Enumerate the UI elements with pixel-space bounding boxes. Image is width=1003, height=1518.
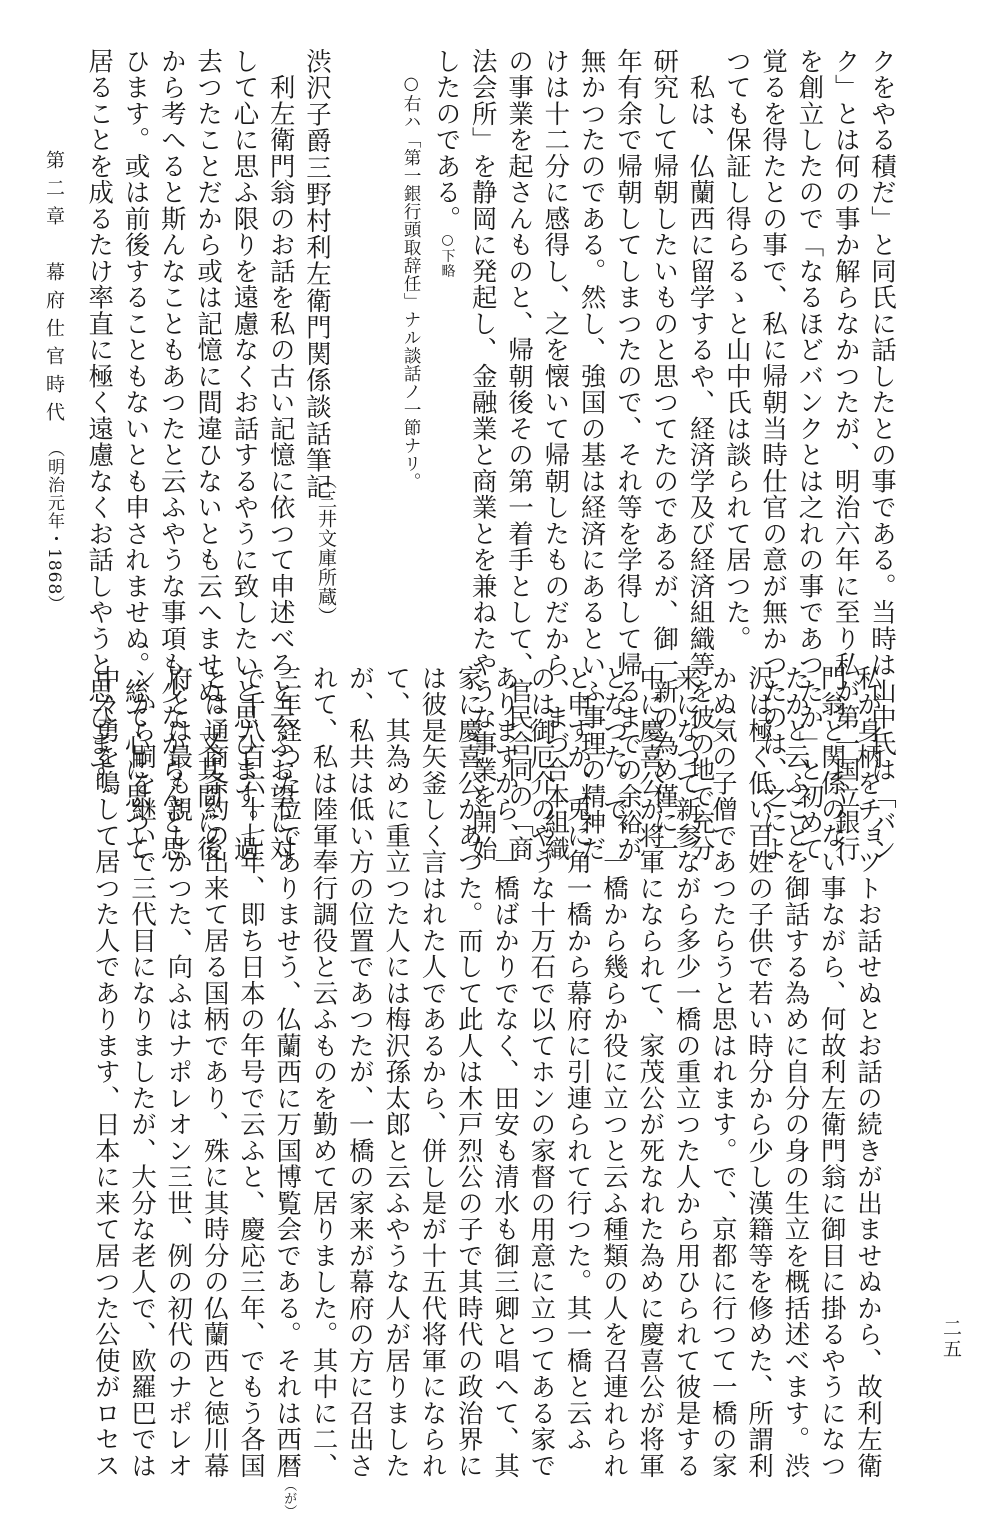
text-column: から考へると斯んなこともあつたと云ふやうな事項も少なからんと思 (157, 48, 188, 862)
text-column: 沢は極く低い百姓の子供で若い時分から少し漢籍等を修めた、所謂利 (745, 665, 776, 1479)
chapter-title: 幕府仕官時代 (43, 262, 65, 430)
text-column-content: したのである。 (432, 48, 463, 232)
ruby-annotation: （が） (281, 1478, 297, 1518)
text-column: 年有余で帰朝してしまつたので、それ等を学得して帰るまでの余裕が (613, 48, 644, 862)
running-header (42, 150, 66, 613)
text-column: 中々勇を鳴して居つた人であります、日本に来て居つた公使がロセス (91, 665, 122, 1479)
text-column: で千八百六十七年、即ち日本の年号で云ふと、慶応三年、でもう各国 (236, 665, 267, 1479)
heading-section (85, 48, 336, 862)
text-column: ひます。或は前後することもないとも申されませぬ。総て心に思つて (121, 48, 152, 862)
text-column (429, 48, 465, 606)
text-column: て、其為めに重立つた人には梅沢孫太郎と云ふやうな人が居りました (382, 665, 413, 1479)
text-column: 門翁と関係のない事ながら、何故利左衛門翁に御目に掛るやうになつ (817, 665, 848, 1479)
editorial-note (393, 48, 429, 606)
text-column: 家に慶喜公があつた。而して此人は木戸烈公の子で其時代の政治界に (454, 665, 485, 1479)
section-source-block (315, 470, 344, 626)
text-column: 私が身柄をチョツトお話せぬとお話の続きが出ませぬから、故利左衛 (854, 665, 884, 1479)
text-column: たかと云ふことを御話する為めに自分の身の生立を概括述べます。渋 (781, 665, 812, 1479)
text-column: かぬ気の子僧であつたらうと思はれます。で、京都に行つて一橋の家 (708, 665, 739, 1479)
text-column: のは御厄介のやうな十万石で以てホンの家督の用意に立つてある家で (527, 665, 558, 1479)
text-column: は彼是矢釜しく言はれた人であるから、併し是が十五代将軍になられ (418, 665, 449, 1479)
text-column: けは十二分に感得し、之を懐いて帰朝したものだから、まづ合本組織 (541, 48, 572, 862)
chapter-label: 第二章 (43, 150, 65, 234)
text-column: と申すか、兎に角一橋から幕府に引連られて行つた。其一橋と云ふ (563, 665, 594, 1453)
text-column: ンから嗣を継いで三代目になりましたが、大分な老人で、欧羅巴では (128, 665, 159, 1479)
text-column: クをやる積だ」と同氏に話したとの事である。当時は山中氏は「バン (868, 48, 898, 862)
text-column: して心に思ふ限りを遠慮なくお話するやうに致したいと思ひます。過 (230, 48, 261, 862)
editorial-note-text: ○右ハ「第一銀行頭取辞任」ナル談話ノ一節ナリ。 (401, 74, 422, 491)
text-column: ク」とは何の事か解らなかつたが、明治六年に至り私が第一国立銀行 (831, 48, 862, 862)
text-column-content: 三年経つた位でありませう、仏蘭西に万国博覧会である。それは西暦 (273, 665, 304, 1479)
text-column: 私は、仏蘭西に留学するや、経済学及び経済組織等を彼の地で充分 (686, 48, 717, 862)
text-column: の事業を起さんものと、帰朝後その第一着手として、官民合同の「商 (505, 48, 536, 862)
text-column: 去つたことだから或は記憶に間違ひないとも云へませぬ。又其間に後 (194, 48, 225, 862)
text-column: 法会所」を静岡に発起し、金融業と商業とを兼ねたやうな事業を開始 (468, 48, 499, 862)
text-column: 利左衛門翁のお話を私の古い記憶に依つて申述べろと云ふお望に対 (266, 48, 297, 862)
text-column: 覚るを得たとの事で、私に帰朝当時仕官の意が無かつたのは、之によ (759, 48, 790, 862)
text-column: が、私共は低い方の位置であつたが、一橋の家来が幕府の方に召出さ (345, 665, 376, 1479)
omission-mark: ○下略 (439, 231, 456, 279)
text-column: 来になつて新参ながら多少一橋の重立つた人から用ひられて彼是する (672, 665, 703, 1479)
section-heading-text: 渋沢子爵三野村利左衛門関係談話筆記 (303, 48, 333, 501)
text-column: 無かつたのである。然し、強国の基は経済にあるといふ事理の精神だ (577, 48, 608, 862)
text-column: ありますから、一橋ばかりでなく、田安も清水も御三卿と唱へて、其 (491, 665, 522, 1479)
section-source: （三井文庫所蔵） (315, 470, 337, 626)
text-column: れて、私は陸軍奉行調役と云ふものを勤めて居りました。其中に二、 (309, 665, 340, 1479)
page-number: 二五 (940, 1318, 962, 1360)
text-column: 居ることを成るたけ率直に極く遠慮なくお話しやうと思ひます。 (85, 48, 116, 810)
text-column: 府とは最も親しかつた、向ふはナポレオン三世、例の初代のナポレオ (164, 665, 195, 1479)
text-column: とは通商条約の出来て居る国柄であり、殊に其時分の仏蘭西と徳川幕 (200, 665, 231, 1479)
chapter-era: （明治元年・1868） (44, 440, 64, 614)
text-column: 研究して帰朝したいものと思つてたのであるが、御一新の為め僅に一 (650, 48, 681, 862)
text-column: となつた。で、一橋から幾らか役に立つと云ふ種類の人を召連れられ (599, 665, 630, 1479)
text-column: つても保証し得らるゝと山中氏は談られて居つた。 (722, 48, 753, 652)
text-column: を創立したので「なるほどバンクとは之れの事であつたか」と初めて (795, 48, 826, 862)
text-column: 中に慶喜公が将軍になられて、家茂公が死なれた為めに慶喜公が将軍 (636, 665, 667, 1479)
